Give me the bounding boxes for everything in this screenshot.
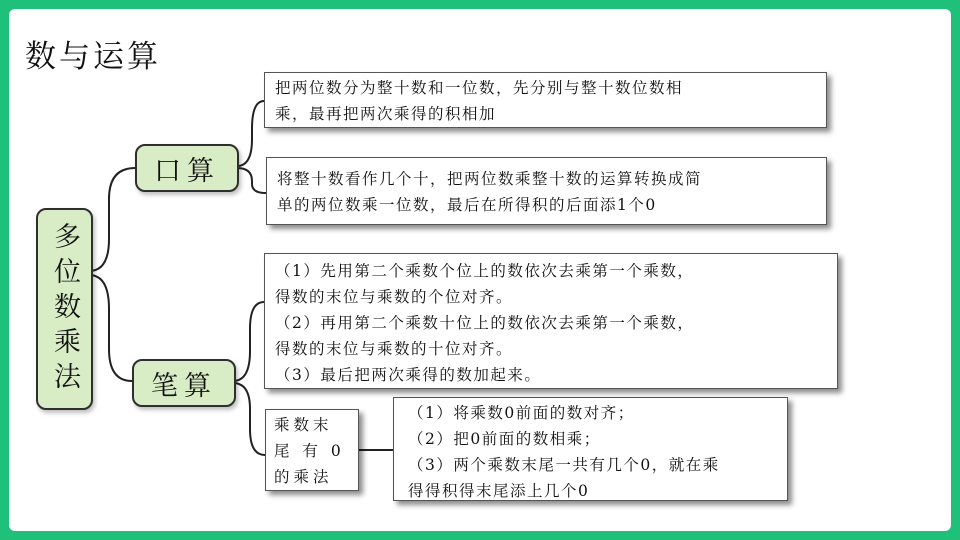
zero-case-steps: （1）将乘数0前面的数对齐； （2）把0前面的数相乘； （3）两个乘数末尾一共有几个0，就在乘 得得积得末尾添上几个0	[393, 397, 788, 501]
connector-kousuan-box1	[237, 101, 264, 166]
category-bisuan: 笔算	[132, 359, 236, 407]
connector-kousuan-box2	[237, 168, 266, 193]
root-node: 多位数乘法	[36, 208, 93, 410]
connector-bisuan-box4	[233, 383, 265, 455]
slide	[9, 9, 951, 531]
zero-case-label: 乘数末 尾 有 0 的乘法	[265, 409, 359, 491]
connector-root-kousuan	[89, 168, 135, 271]
connector-root-bisuan	[89, 275, 132, 381]
kousuan-method-2: 将整十数看作几个十，把两位数乘整十数的运算转换成简 单的两位数乘一位数，最后在所得积的后面添1个0	[266, 157, 827, 225]
kousuan-method-1: 把两位数分为整十数和一位数，先分别与整十数位数相 乘，最再把两次乘得的积相加	[264, 72, 827, 128]
category-kousuan: 口算	[135, 144, 239, 192]
bisuan-steps: （1）先用第二个乘数个位上的数依次去乘第一个乘数， 得数的末位与乘数的个位对齐。 （2）再用第二个乘数十位上的数依次去乘第一个乘数， 得数的末位与乘数的十位对齐。 （3）最后把两次乘得的数加起来。	[264, 253, 838, 389]
connector-bisuan-box3	[233, 302, 264, 381]
page-title: 数与运算	[25, 39, 161, 75]
